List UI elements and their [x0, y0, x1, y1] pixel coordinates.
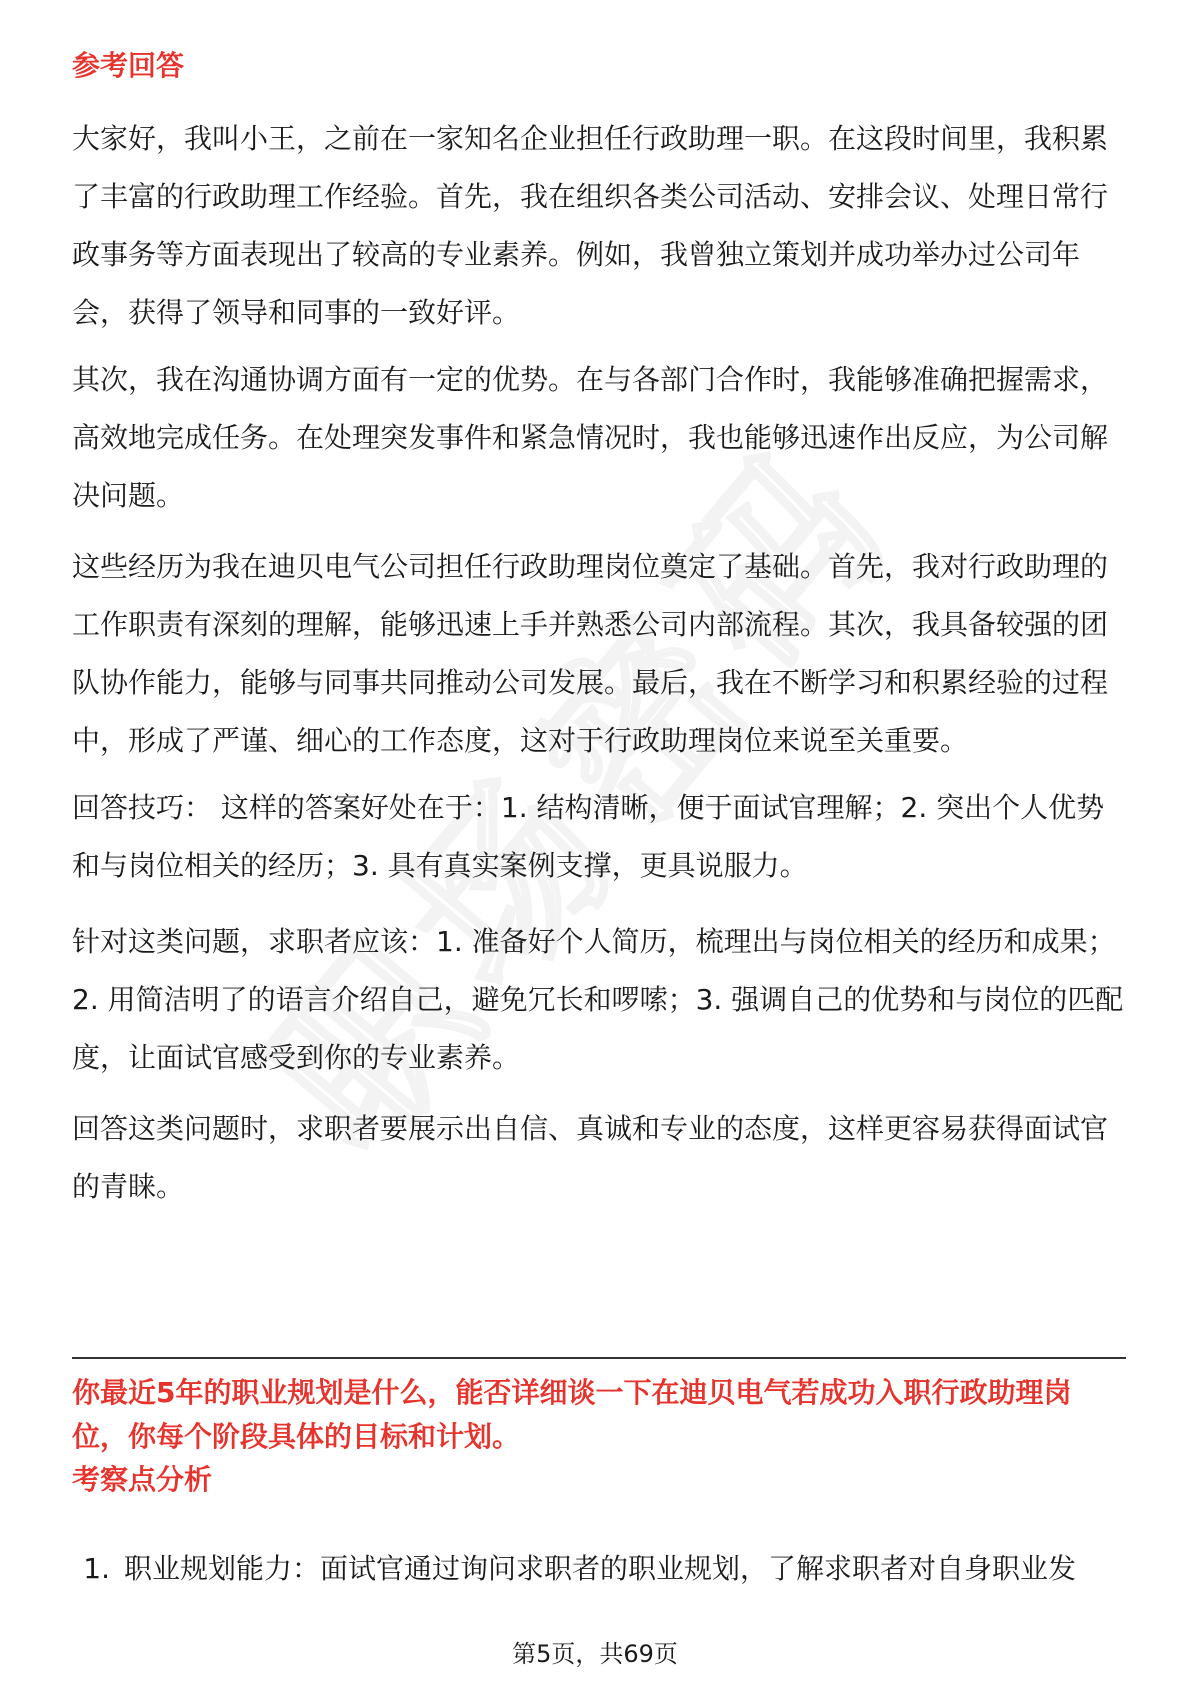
analysis-heading: 考察点分析	[72, 1463, 213, 1496]
answer-paragraph-1: 大家好，我叫小王，之前在一家知名企业担任行政助理一职。在这段时间里，我积累了丰富的行政助理工作经验。首先，我在组织各类公司活动、安排会议、处理日常行政事务等方面表现出了较高的专业素养。例如，我曾独立策划并成功举办过公司年会，获得了领导和同事的一致好评。	[72, 122, 1109, 329]
section-divider	[72, 1357, 1126, 1359]
reference-answer-heading: 参考回答	[72, 49, 185, 82]
list-item	[72, 1540, 1126, 1598]
closing-paragraph: 回答这类问题时，求职者要展示出自信、真诚和专业的态度，这样更容易获得面试官的青睐。	[72, 1112, 1109, 1203]
analysis-list	[72, 1540, 1126, 1598]
list-item-number: 1.	[83, 1552, 110, 1585]
list-item-text: 职业规划能力：面试官通过询问求职者的职业规划，了解求职者对自身职业发	[124, 1552, 1077, 1585]
answer-paragraph-2: 其次，我在沟通协调方面有一定的优势。在与各部门合作时，我能够准确把握需求，高效地完成任务。在处理突发事件和紧急情况时，我也能够迅速作出反应，为公司解决问题。	[72, 363, 1109, 512]
document-page	[72, 0, 1126, 1684]
page-footer: 第5页，共69页	[512, 1640, 678, 1668]
advice-paragraph: 针对这类问题，求职者应该：1. 准备好个人简历，梳理出与岗位相关的经历和成果；2. 用简洁明了的语言介绍自己，避免冗长和啰嗦；3. 强调自己的优势和与岗位的匹配度，让面试官感受到你的专业素养。	[72, 925, 1124, 1074]
answer-tips-paragraph: 回答技巧： 这样的答案好处在于：1. 结构清晰，便于面试官理解；2. 突出个人优势和与岗位相关的经历；3. 具有真实案例支撑，更具说服力。	[72, 791, 1105, 882]
interview-question: 你最近5年的职业规划是什么，能否详细谈一下在迪贝电气若成功入职行政助理岗位，你每个阶段具体的目标和计划。	[72, 1376, 1072, 1453]
answer-paragraph-3: 这些经历为我在迪贝电气公司担任行政助理岗位奠定了基础。首先，我对行政助理的工作职责有深刻的理解，能够迅速上手并熟悉公司内部流程。其次，我具备较强的团队协作能力，能够与同事共同推动公司发展。最后，我在不断学习和积累经验的过程中，形成了严谨、细心的工作态度，这对于行政助理岗位来说至关重要。	[72, 550, 1109, 757]
